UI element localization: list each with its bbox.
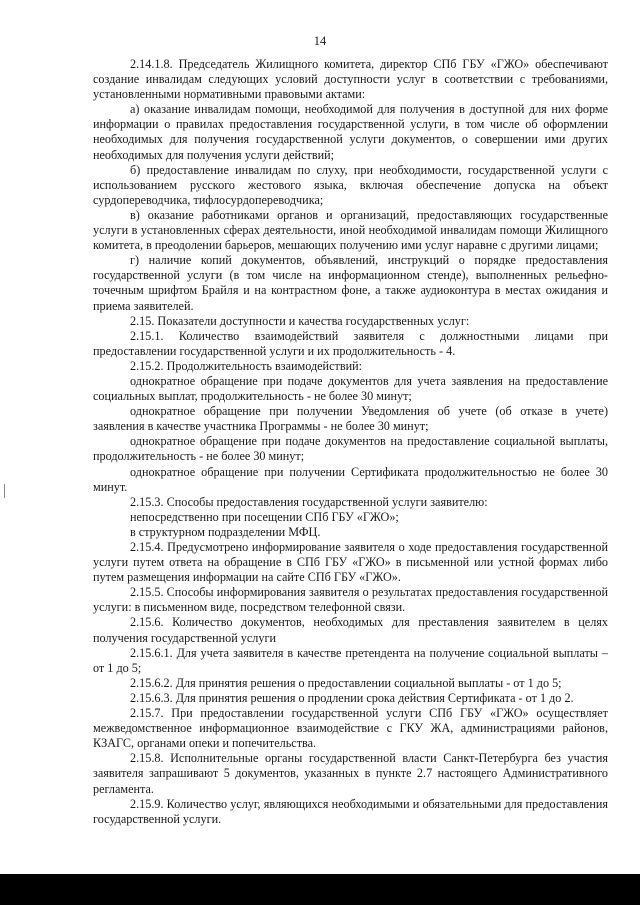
paragraph-2-15-6-1: 2.15.6.1. Для учета заявителя в качестве претендента на получение социальной выплаты – от 1 до 5; bbox=[93, 645, 608, 675]
scan-margin-mark bbox=[4, 484, 5, 498]
paragraph-2-15-3: 2.15.3. Способы предоставления государственной услуги заявителю: bbox=[130, 494, 488, 509]
paragraph-2-15-6-3: 2.15.6.3. Для принятия решения о продлении срока действия Сертификата - от 1 до 2. bbox=[130, 690, 574, 705]
paragraph-2-15-1: 2.15.1. Количество взаимодействий заявителя с должностными лицами при предоставлении государственной услуги и их продолжительность - 4. bbox=[93, 328, 608, 358]
paragraph-item-a: а) оказание инвалидам помощи, необходимой для получения в доступной для них форме информации о правилах предоставления государственной услуги, в том числе об оформлении необходимых для получения государственной услуги документов, о совершении ими других необходимых для получения услуги действий; bbox=[93, 102, 608, 162]
paragraph-2-15-6: 2.15.6. Количество документов, необходимых для преставления заявителем в целях получения государственной услуги bbox=[93, 615, 608, 645]
paragraph-interaction-2: однократное обращение при получении Уведомления об учете (об отказе в учете) заявления в качестве участника Программы - не более 30 минут; bbox=[93, 404, 608, 434]
paragraph-2-15-5: 2.15.5. Способы информирования заявителя о результатах предоставления государственной услуги: в письменном виде, посредством телефонной связи. bbox=[93, 585, 608, 615]
paragraph-method-2: в структурном подразделении МФЦ. bbox=[130, 524, 321, 539]
paragraph-2-15-4: 2.15.4. Предусмотрено информирование заявителя о ходе предоставления государственной услуги путем ответа на обращение в СПб ГБУ «ГЖО» в письменной или устной формах либо путем размещения информации на сайте СПб ГБУ «ГЖО». bbox=[93, 540, 608, 585]
paragraph-item-b: б) предоставление инвалидам по слуху, при необходимости, государственной услуги с использованием русского жестового языка, включая обеспечение допуска на объект сурдопереводчика, тифлосурдопереводчика; bbox=[93, 162, 608, 207]
page-number: 14 bbox=[313, 34, 327, 48]
paragraph-2-15: 2.15. Показатели доступности и качества государственных услуг: bbox=[130, 313, 470, 328]
paragraph-method-1: непосредственно при посещении СПб ГБУ «ГЖО»; bbox=[130, 509, 399, 524]
paragraph-2-15-2: 2.15.2. Продолжительность взаимодействий: bbox=[130, 358, 363, 373]
paragraph-2-15-7: 2.15.7. При предоставлении государственной услуги СПб ГБУ «ГЖО» осуществляет межведомственное информационное взаимодействие с ГКУ ЖА, администрациями районов, КЗАГС, органами опеки и попечительства. bbox=[93, 706, 608, 751]
paragraph-item-v: в) оказание работниками органов и организаций, предоставляющих государственные услуги в установленных сферах деятельности, иной необходимой инвалидам помощи Жилищного комитета, в преодолении барьеров, мешающих получению ими услуг наравне с другими лицами; bbox=[93, 207, 608, 253]
paragraph-2-15-6-2: 2.15.6.2. Для принятия решения о предоставлении социальной выплаты - от 1 до 5; bbox=[130, 675, 562, 690]
document-body bbox=[93, 57, 608, 827]
paragraph-interaction-1: однократное обращение при подаче документов для учета заявления на предоставление социальных выплат, продолжительность - не более 30 минут; bbox=[93, 373, 608, 404]
paragraph-interaction-4: однократное обращение при получении Сертификата продолжительностью не более 30 минут. bbox=[93, 464, 608, 494]
paragraph-2-15-8: 2.15.8. Исполнительные органы государственной власти Санкт-Петербурга без участия заявителя запрашивают 5 документов, указанных в пункте 2.7 настоящего Административного регламента. bbox=[93, 751, 608, 796]
paragraph-interaction-3: однократное обращение при подаче документов на предоставление социальной выплаты, продолжительность - не более 30 минут; bbox=[93, 434, 608, 464]
scan-bottom-border bbox=[0, 874, 640, 905]
paragraph-item-g: г) наличие копий документов, объявлений, инструкций о порядке предоставления государственной услуги (в том числе на информационном стенде), выполненных рельефно-точечным шрифтом Брайля и на контрастном фоне, а также аудиоконтура в местах ожидания и приема заявителей. bbox=[93, 253, 608, 313]
paragraph-2-14-1-8: 2.14.1.8. Председатель Жилищного комитета, директор СПб ГБУ «ГЖО» обеспечивают создание инвалидам следующих условий доступности услуг в соответствии с требованиями, установленными нормативными правовыми актами: bbox=[93, 57, 608, 102]
paragraph-2-15-9: 2.15.9. Количество услуг, являющихся необходимыми и обязательными для предоставления государственной услуги. bbox=[93, 796, 608, 826]
